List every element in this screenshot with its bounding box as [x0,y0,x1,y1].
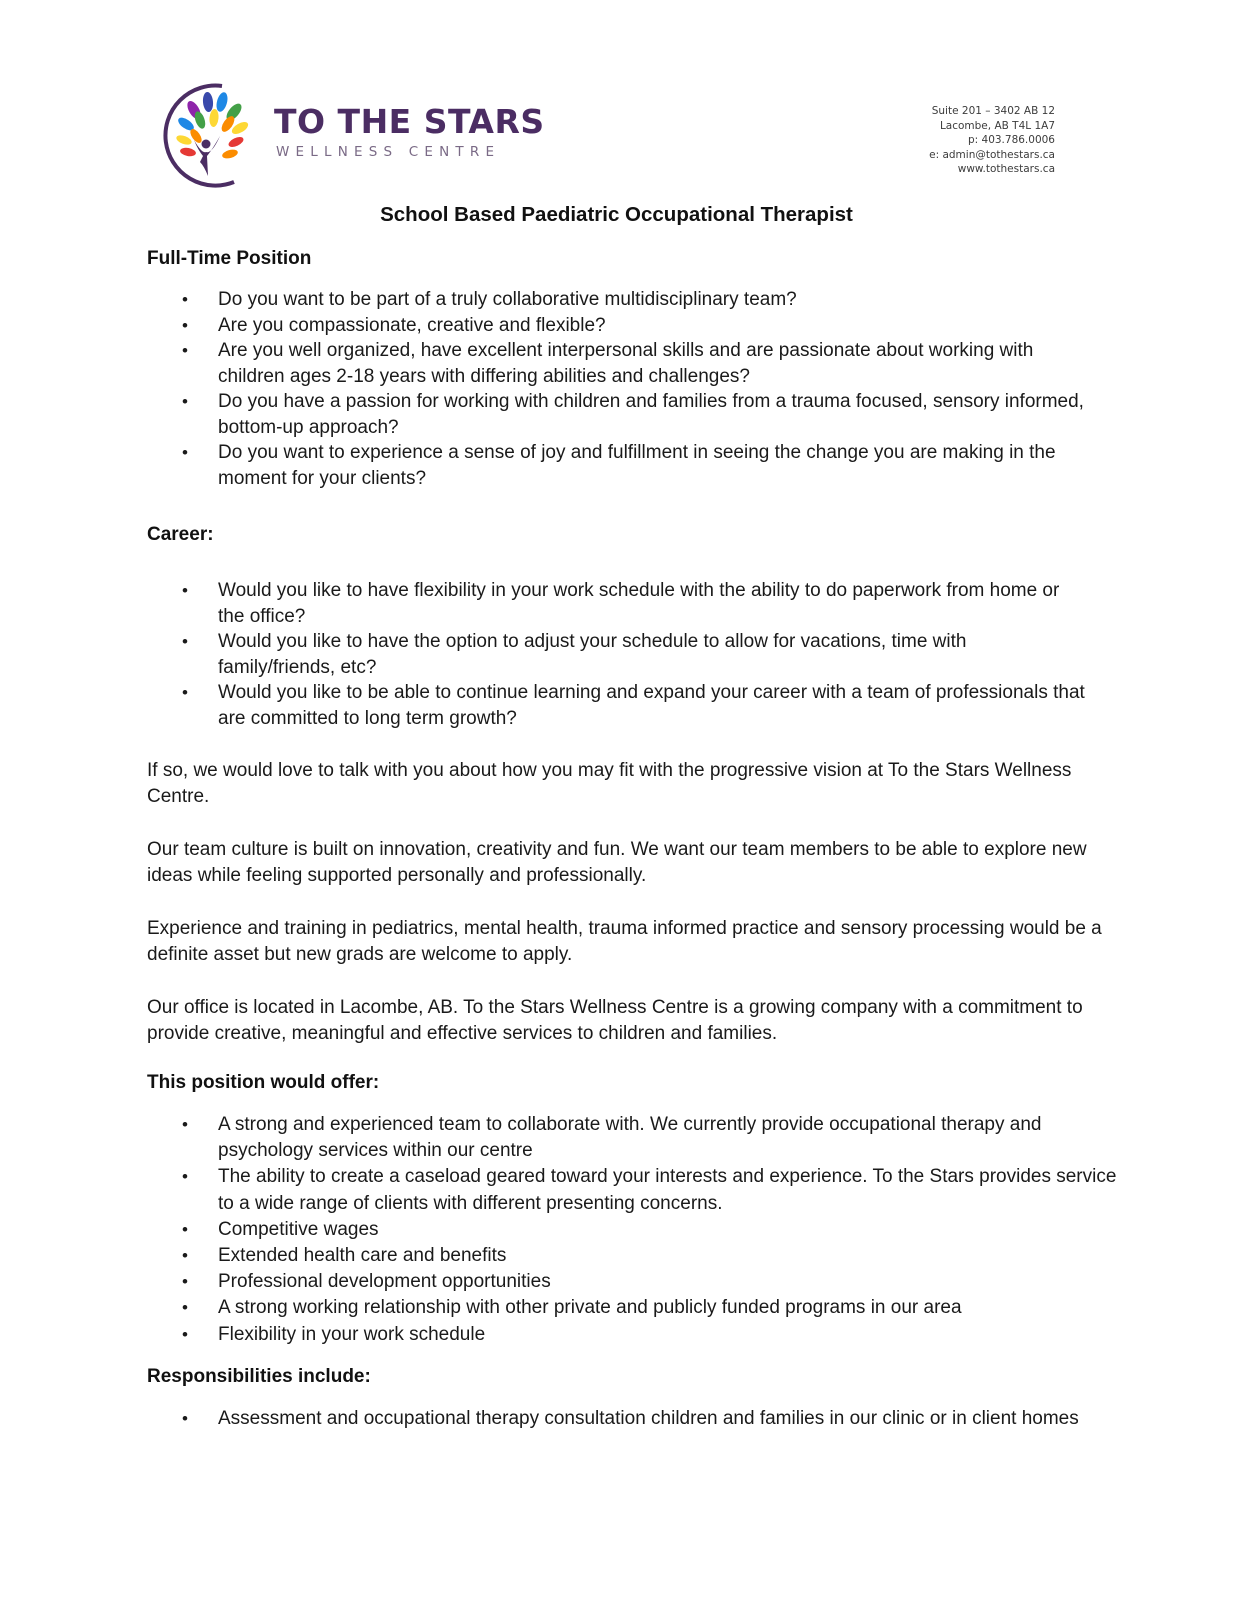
list-item: • Do you have a passion for working with children and families from a trauma focused, sensory informed, bottom-up approach? [0,389,1088,440]
offer-heading: This position would offer: [147,1072,380,1093]
paragraph: If so, we would love to talk with you about how you may fit with the progressive vision at To the Stars Wellness Centre. [147,760,1072,807]
list-item: • A strong working relationship with other private and publicly funded programs in our area [0,1295,1118,1321]
list-item: • Professional development opportunities [0,1269,1118,1295]
address-line-1: Suite 201 – 3402 AB 12 [931,105,1055,117]
email: e: admin@tothestars.ca [929,148,1055,161]
list-item: • Flexibility in your work schedule [0,1322,1118,1348]
intro-bullet-list [0,287,1233,491]
brand-name: TO THE STARS [274,102,545,141]
list-item: • Do you want to experience a sense of joy and fulfillment in seeing the change you are making in the moment for your clients? [0,440,1088,491]
paragraph: Our team culture is built on innovation, creativity and fun. We want our team members to be able to explore new ideas while feeling supported personally and professionally. [147,839,1087,886]
contact-block [795,104,1055,177]
offer-bullet-list [0,1112,1233,1348]
list-item: • Would you like to have the option to adjust your schedule to allow for vacations, time with family/friends, etc? [0,629,1088,680]
paragraph: Our office is located in Lacombe, AB. To the Stars Wellness Centre is a growing company with a commitment to provide creative, meaningful and effective services to children and families. [147,997,1083,1044]
list-item: • Competitive wages [0,1217,1118,1243]
page-title: School Based Paediatric Occupational Therapist [380,203,853,226]
list-item: • Are you compassionate, creative and flexible? [0,313,1088,339]
position-heading: Full-Time Position [147,248,312,269]
responsibilities-heading: Responsibilities include: [147,1366,371,1387]
list-item: • Extended health care and benefits [0,1243,1118,1269]
list-item: • Would you like to be able to continue learning and expand your career with a team of professionals that are committed to long term growth? [0,680,1088,731]
brand-subtitle: WELLNESS CENTRE [276,144,501,160]
list-item: • Assessment and occupational therapy consultation children and families in our clinic or in client homes [0,1406,1088,1432]
list-item: • Are you well organized, have excellent interpersonal skills and are passionate about working with children ages 2-18 years with differing abilities and challenges? [0,338,1088,389]
list-item: • Do you want to be part of a truly collaborative multidisciplinary team? [0,287,1088,313]
address-line-2: Lacombe, AB T4L 1A7 [939,119,1055,132]
career-bullet-list [0,578,1233,731]
responsibilities-bullet-list [0,1406,1233,1432]
list-item: • The ability to create a caseload geared toward your interests and experience. To the Stars provides service to a wide range of clients with different presenting concerns. [0,1164,1118,1216]
logo [150,80,550,192]
phone: p: 403.786.0006 [967,134,1055,146]
paragraph: Experience and training in pediatrics, mental health, trauma informed practice and sensory processing would be a definite asset but new grads are welcome to apply. [147,918,1102,965]
career-heading: Career: [147,524,214,545]
list-item: • Would you like to have flexibility in your work schedule with the ability to do paperwork from home or the office? [0,578,1088,629]
list-item: • A strong and experienced team to collaborate with. We currently provide occupational therapy and psychology services within our centre [0,1112,1118,1164]
logo-tree-icon [150,80,270,192]
website: www.tothestars.ca [957,163,1055,175]
